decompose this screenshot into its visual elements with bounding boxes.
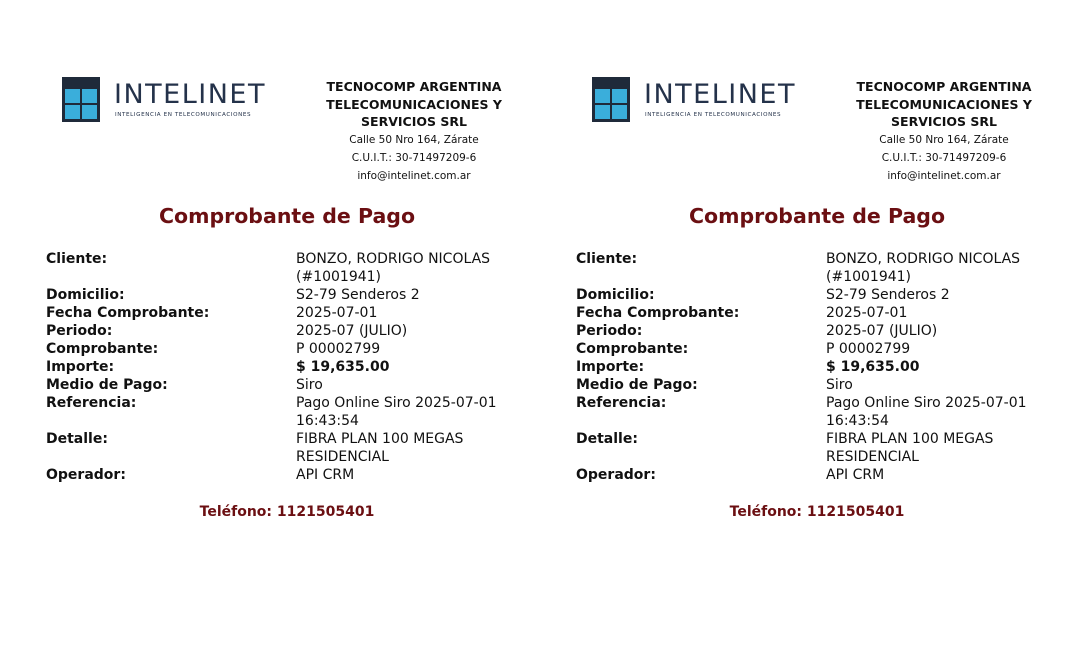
company-name-line1: TECNOCOMP ARGENTINA <box>326 79 502 94</box>
field-value-line: RESIDENCIAL <box>826 449 919 465</box>
field-value: Siro <box>296 377 323 393</box>
field-row <box>46 430 526 466</box>
field-value-line: 16:43:54 <box>826 413 889 429</box>
logo-wordmark: INTELINET <box>644 79 796 110</box>
field-value-line: (#1001941) <box>826 269 912 285</box>
field-row <box>46 376 526 394</box>
field-value-line: (#1001941) <box>296 269 382 285</box>
field-value: P 00002799 <box>296 341 381 357</box>
field-row <box>576 466 1056 484</box>
field-row <box>576 358 1056 376</box>
field-row <box>576 376 1056 394</box>
field-label: Periodo: <box>576 323 643 339</box>
field-value-line: Pago Online Siro 2025-07-01 <box>296 395 497 411</box>
field-row <box>46 466 526 484</box>
field-value-line: FIBRA PLAN 100 MEGAS <box>826 431 994 447</box>
field-label: Comprobante: <box>576 341 689 357</box>
field-value: API CRM <box>296 467 355 483</box>
field-value: 2025-07 (JULIO) <box>826 323 938 339</box>
field-value: 2025-07 (JULIO) <box>296 323 408 339</box>
intelinet-logo <box>592 77 807 123</box>
intelinet-logo <box>62 77 277 123</box>
field-value: P 00002799 <box>826 341 911 357</box>
field-row <box>46 286 526 304</box>
phone-value: 1121505401 <box>276 504 375 520</box>
field-value <box>296 430 516 466</box>
field-row <box>576 394 1056 430</box>
logo-wordmark: INTELINET <box>114 79 266 110</box>
field-value <box>826 430 1046 466</box>
field-row <box>46 250 526 286</box>
company-email: info@intelinet.com.ar <box>357 169 471 182</box>
field-value-line: Pago Online Siro 2025-07-01 <box>826 395 1027 411</box>
amount-value: $ 19,635.00 <box>296 359 390 375</box>
phone-line <box>44 504 530 520</box>
company-address: Calle 50 Nro 164, Zárate <box>879 133 1009 146</box>
field-label: Medio de Pago: <box>576 377 698 393</box>
field-row <box>576 322 1056 340</box>
field-label: Fecha Comprobante: <box>576 305 740 321</box>
receipt-fields <box>46 250 526 484</box>
field-row <box>46 358 526 376</box>
field-row <box>576 340 1056 358</box>
receipt-fields <box>576 250 1056 484</box>
field-row <box>576 250 1056 286</box>
company-info <box>308 78 520 185</box>
field-value <box>296 394 516 430</box>
company-name-line2: TELECOMUNICACIONES Y <box>326 96 502 112</box>
amount-value: $ 19,635.00 <box>826 359 920 375</box>
receipt-title: Comprobante de Pago <box>158 204 416 228</box>
field-row <box>46 340 526 358</box>
phone-label: Teléfono: <box>729 504 803 520</box>
field-value: API CRM <box>826 467 885 483</box>
field-row <box>46 304 526 322</box>
field-value: S2-79 Senderos 2 <box>296 287 420 303</box>
field-value-line: BONZO, RODRIGO NICOLAS <box>296 251 491 267</box>
company-cuit: C.U.I.T.: 30-71497209-6 <box>351 151 477 164</box>
field-label: Importe: <box>46 359 115 375</box>
field-label: Operador: <box>46 467 126 483</box>
logo-tagline: INTELIGENCIA EN TELECOMUNICACIONES <box>115 112 252 118</box>
phone-line <box>574 504 1060 520</box>
field-label: Periodo: <box>46 323 113 339</box>
company-info <box>838 78 1050 185</box>
logo-tagline: INTELIGENCIA EN TELECOMUNICACIONES <box>645 112 782 118</box>
phone-value: 1121505401 <box>806 504 905 520</box>
field-label: Operador: <box>576 467 656 483</box>
field-value: 2025-07-01 <box>826 305 908 321</box>
window-logo-icon <box>62 77 100 122</box>
field-label: Comprobante: <box>46 341 159 357</box>
company-name-line1: TECNOCOMP ARGENTINA <box>856 79 1032 94</box>
field-label: Cliente: <box>46 251 108 267</box>
field-row <box>576 430 1056 466</box>
field-value-line: 16:43:54 <box>296 413 359 429</box>
field-row <box>576 304 1056 322</box>
company-email: info@intelinet.com.ar <box>887 169 1001 182</box>
field-value-line: RESIDENCIAL <box>296 449 389 465</box>
field-label: Referencia: <box>576 395 667 411</box>
field-value: Siro <box>826 377 853 393</box>
company-name-line3: SERVICIOS SRL <box>891 114 997 129</box>
field-value-line: FIBRA PLAN 100 MEGAS <box>296 431 464 447</box>
field-label: Medio de Pago: <box>46 377 168 393</box>
company-address: Calle 50 Nro 164, Zárate <box>349 133 479 146</box>
field-value <box>296 250 516 286</box>
field-label: Detalle: <box>46 431 108 447</box>
window-logo-icon <box>592 77 630 122</box>
field-label: Domicilio: <box>46 287 125 303</box>
field-label: Importe: <box>576 359 645 375</box>
field-value: 2025-07-01 <box>296 305 378 321</box>
field-value <box>826 394 1046 430</box>
field-label: Referencia: <box>46 395 137 411</box>
receipt-right <box>530 0 1060 651</box>
field-row <box>46 322 526 340</box>
field-value <box>826 250 1046 286</box>
field-label: Cliente: <box>576 251 638 267</box>
company-name-line3: SERVICIOS SRL <box>361 114 467 129</box>
receipt-title: Comprobante de Pago <box>688 204 946 228</box>
phone-label: Teléfono: <box>199 504 273 520</box>
company-name-line2: TELECOMUNICACIONES Y <box>856 96 1032 112</box>
company-cuit: C.U.I.T.: 30-71497209-6 <box>881 151 1007 164</box>
field-value: S2-79 Senderos 2 <box>826 287 950 303</box>
receipt-left <box>0 0 530 651</box>
field-label: Domicilio: <box>576 287 655 303</box>
field-label: Fecha Comprobante: <box>46 305 210 321</box>
field-row <box>576 286 1056 304</box>
field-label: Detalle: <box>576 431 638 447</box>
field-value-line: BONZO, RODRIGO NICOLAS <box>826 251 1021 267</box>
field-row <box>46 394 526 430</box>
